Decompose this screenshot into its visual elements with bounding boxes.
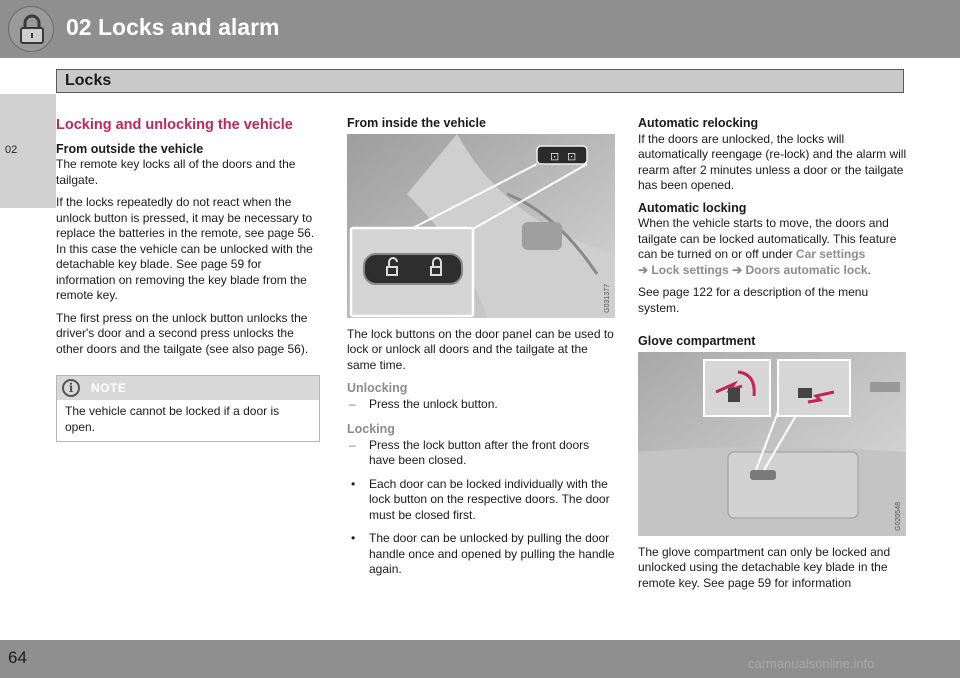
info-icon: i (62, 379, 80, 397)
list-item (347, 397, 615, 413)
figure-code: G031377 (604, 283, 611, 313)
door-lock-buttons-figure (347, 134, 615, 318)
list-item (347, 477, 615, 524)
paragraph: If the doors are unlocked, the locks will automatically reengage (re-lock) and the alarm will rearm after 2 minutes unless a door or the tailgate has been opened. (638, 131, 907, 192)
arrow-icon: ➔ (732, 262, 743, 277)
subheading-outside: From outside the vehicle (56, 141, 204, 156)
watermark: carmanualsonline.info (748, 656, 875, 671)
locking-step: Press the lock button after the front doors have been closed. (369, 437, 590, 467)
note-text: The vehicle cannot be locked if a door is open. (65, 404, 280, 434)
dash-marker: – (349, 437, 356, 452)
glove-paragraph: The glove compartment can only be locked and unlocked using the detachable key blade in the remote key. See page 59 for information (638, 544, 891, 590)
menu-path-doors-automatic-lock: Doors automatic lock (745, 262, 868, 277)
glove-heading: Glove compartment (638, 334, 756, 348)
column-left (56, 116, 320, 442)
note-box (56, 375, 320, 442)
subheading-inside: From inside the vehicle (347, 116, 486, 130)
bullet-text: The door can be unlocked by pulling the door handle once and opened by pulling the handle again. (369, 531, 615, 576)
paragraph-text: When the vehicle starts to move, the doors and tailgate can be locked automatically. This feature can be turned on or off under (638, 216, 897, 261)
arrow-icon: ➔ (638, 262, 649, 277)
paragraph: The remote key locks all of the doors and the tailgate. (56, 157, 296, 187)
padlock-icon (8, 6, 54, 52)
svg-text:⊡: ⊡ (567, 149, 577, 163)
note-label: NOTE (91, 381, 127, 395)
relocking-heading: Automatic relocking (638, 116, 759, 130)
paragraph: The first press on the unlock button unlocks the driver's door and a second press unlocks the other doors and the tailgate (see also page 56). (56, 310, 309, 356)
menu-path-lock-settings: Lock settings (651, 262, 729, 277)
chapter-title: 02 Locks and alarm (66, 14, 280, 40)
section-bar (56, 69, 904, 93)
auto-locking-heading: Automatic locking (638, 200, 747, 215)
section-title: Locks (65, 72, 112, 89)
list-item (347, 531, 615, 578)
paragraph: See page 122 for a description of the menu system. (638, 285, 869, 315)
list-item (347, 438, 615, 469)
chapter-side-tab-label: 02 (5, 144, 18, 156)
note-header (57, 376, 319, 400)
auto-locking-paragraph (638, 216, 908, 278)
bullet-text: Each door can be locked individually with the lock button on the respective doors. The door must be closed first. (369, 476, 610, 522)
unlocking-heading: Unlocking (347, 381, 408, 395)
column-right (638, 116, 908, 598)
figure-caption: The lock buttons on the door panel can be used to lock or unlock all doors and the tailgate at the same time. (347, 326, 614, 372)
page-number: 64 (8, 648, 27, 667)
bullet-marker: • (351, 476, 356, 491)
unlocking-step: Press the unlock button. (369, 396, 498, 411)
bullet-marker: • (351, 531, 356, 545)
main-heading: Locking and unlocking the vehicle (56, 117, 293, 133)
menu-path-car-settings: Car settings (795, 247, 866, 261)
svg-text:⊡: ⊡ (550, 149, 560, 163)
figure-code: G020548 (895, 501, 902, 531)
dash-marker: – (349, 396, 356, 411)
column-middle (347, 116, 615, 578)
glove-compartment-figure (638, 352, 906, 536)
paragraph-text: . (867, 262, 871, 277)
locking-heading: Locking (347, 422, 395, 436)
paragraph: If the locks repeatedly do not react when the unlock button is pressed, it may be necessary to replace the batteries in the remote, see page 56. In this case the vehicle can be unlocked with the detachable key blade. See page 59 for information on removing the key blade from the remote key. (56, 195, 315, 302)
